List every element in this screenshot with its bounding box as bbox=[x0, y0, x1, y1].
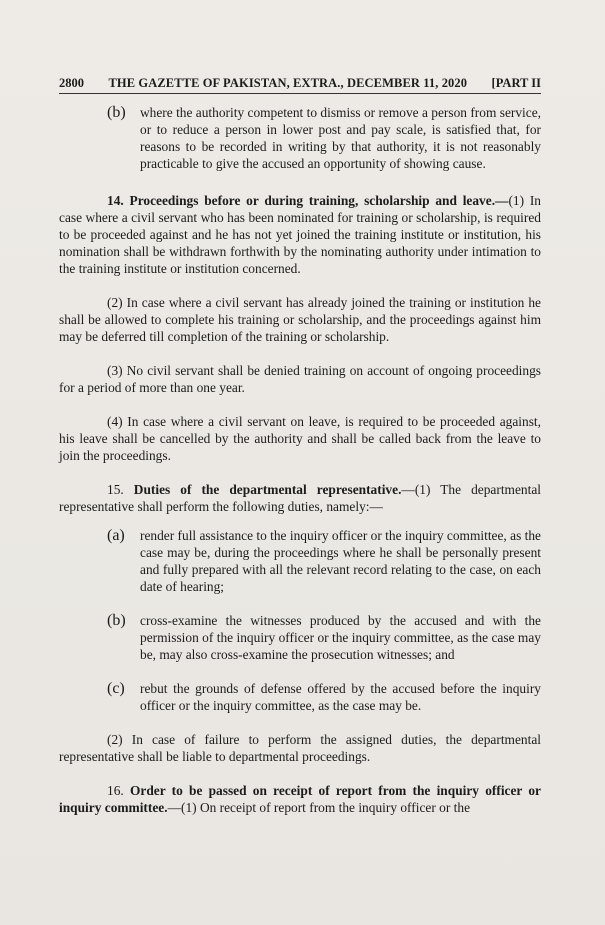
section-16-heading: Order to be passed on receipt of report from the inquiry officer or inquiry committee. bbox=[59, 783, 541, 815]
page-body bbox=[59, 104, 541, 816]
duty-item-c bbox=[107, 680, 541, 714]
section-14-para-2: (2) In case where a civil servant has already joined the training or institution he shall be allowed to complete his training or scholarship, and the proceedings against him may be deferred till completion of the training or scholarship. bbox=[59, 295, 541, 344]
section-16-number: 16. bbox=[107, 783, 130, 798]
section-15-para-2: (2) In case of failure to perform the assigned duties, the departmental representative shall be liable to departmental proceedings. bbox=[59, 732, 541, 764]
section-14-number: 14. bbox=[107, 193, 130, 208]
duty-text: rebut the grounds of defense offered by the accused before the inquiry officer or the inquiry committee, as the case may be. bbox=[140, 681, 541, 713]
duty-text: render full assistance to the inquiry officer or the inquiry committee, as the case may be, during the proceedings where he shall be personally present and fully prepared with all the relevant record relating to the case, on each date of hearing; bbox=[140, 528, 541, 594]
gazette-title: THE GAZETTE OF PAKISTAN, EXTRA., DECEMBER 11, 2020 bbox=[108, 76, 468, 90]
duty-item-a bbox=[107, 527, 541, 595]
clause-text: where the authority competent to dismiss or remove a person from service, or to reduce a person in lower post and pay scale, is satisfied that, for reasons to be recorded in writing by that authority, it is not reasonably practicable to give the accused an opportunity of showing cause. bbox=[140, 105, 541, 171]
section-15-para-1 bbox=[59, 481, 541, 515]
duty-label: (b) bbox=[107, 612, 126, 629]
page-header bbox=[59, 76, 541, 94]
clause-label: (b) bbox=[107, 104, 126, 121]
duty-label: (a) bbox=[107, 527, 125, 544]
section-14-para-1 bbox=[59, 192, 541, 277]
part-label: [PART II bbox=[491, 76, 541, 90]
section-14-heading: Proceedings before or during training, scholarship and leave.— bbox=[129, 193, 509, 208]
section-15-number: 15. bbox=[107, 482, 134, 497]
clause-b-top bbox=[107, 104, 541, 172]
duty-item-b bbox=[107, 612, 541, 663]
section-16-para-1 bbox=[59, 782, 541, 816]
duty-label: (c) bbox=[107, 680, 125, 697]
section-14-para-4: (4) In case where a civil servant on leave, is required to be proceeded against, his leave shall be cancelled by the authority and shall be called back from the leave to join the proceedings. bbox=[59, 414, 541, 463]
section-15-text: —(1) The departmental representative shall perform the following duties, namely:— bbox=[59, 482, 541, 514]
section-14-text: (1) In case where a civil servant who has been nominated for training or scholarship, is required to be proceeded against and he has not yet joined the training institute or institution, his nomination shall be withdrawn forthwith by the nominating authority under intimation to the training institute or institution concerned. bbox=[59, 193, 541, 276]
section-14-para-3: (3) No civil servant shall be denied training on account of ongoing proceedings for a period of more than one year. bbox=[59, 363, 541, 395]
page-number: 2800 bbox=[59, 76, 84, 90]
section-16-text: —(1) On receipt of report from the inquiry officer or the bbox=[167, 800, 471, 815]
section-15-heading: Duties of the departmental representative. bbox=[133, 482, 402, 497]
duty-text: cross-examine the witnesses produced by the accused and with the permission of the inquiry officer or the inquiry committee, as the case may be, may also cross-examine the prosecution witnesses; and bbox=[140, 613, 541, 662]
